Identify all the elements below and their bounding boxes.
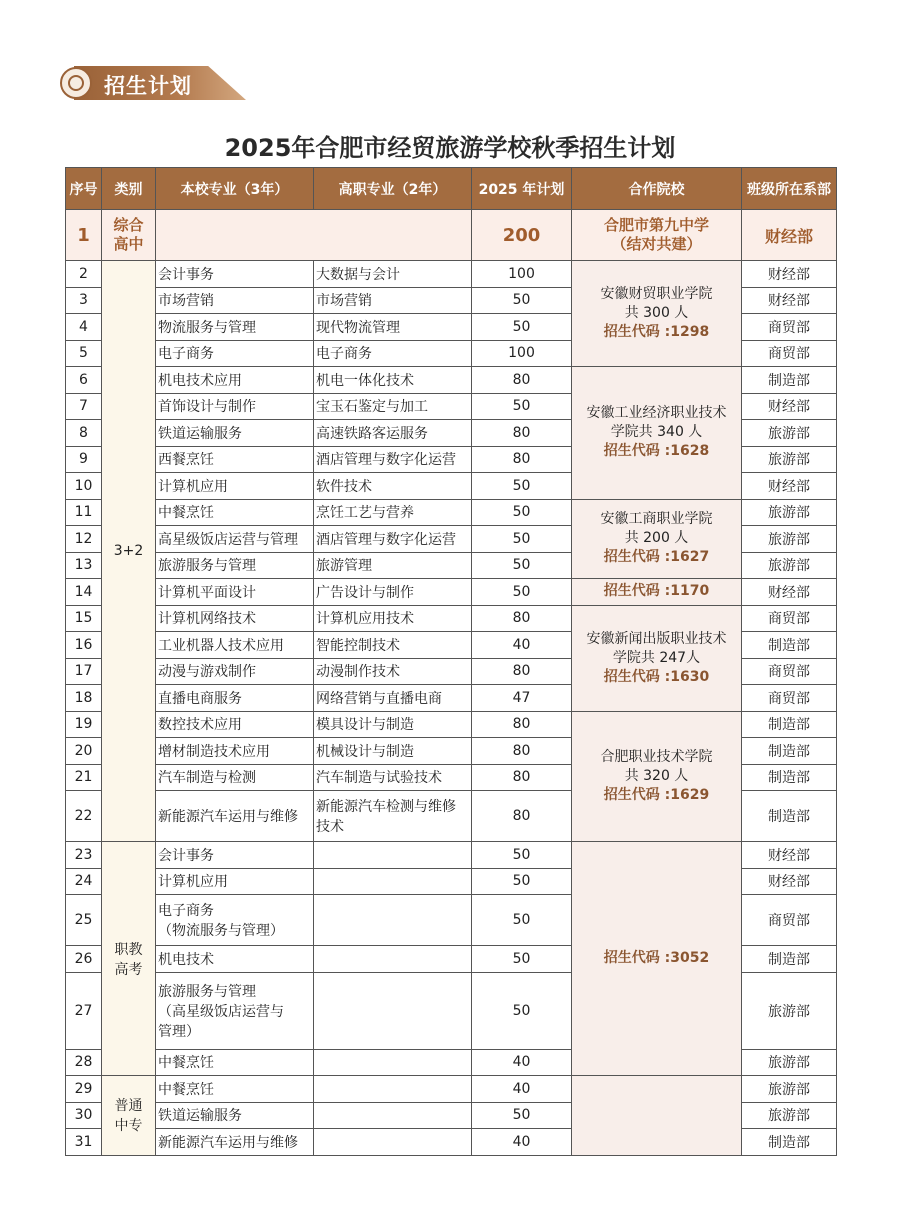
row-no: 12 <box>66 526 102 553</box>
hv-major: 市场营销 <box>314 287 472 314</box>
hv-major: 酒店管理与数字化运营 <box>314 446 472 473</box>
dept-cell: 旅游部 <box>742 446 837 473</box>
local-major: 铁道运输服务 <box>156 1102 314 1129</box>
dept-cell: 旅游部 <box>742 420 837 447</box>
row-no: 1 <box>66 210 102 261</box>
partner-cell: 安徽工业经济职业技术 学院共 340 人 招生代码 :1628 <box>572 367 742 500</box>
local-major: 旅游服务与管理 （高星级饭店运营与 管理） <box>156 972 314 1049</box>
local-major: 西餐烹饪 <box>156 446 314 473</box>
dept-cell: 财经部 <box>742 261 837 288</box>
row-no: 2 <box>66 261 102 288</box>
row-no: 23 <box>66 842 102 869</box>
hv-major: 动漫制作技术 <box>314 658 472 685</box>
hv-major: 机电一体化技术 <box>314 367 472 394</box>
dept-cell: 旅游部 <box>742 1102 837 1129</box>
dept-cell: 制造部 <box>742 791 837 842</box>
local-major: 计算机应用 <box>156 868 314 895</box>
local-major: 汽车制造与检测 <box>156 764 314 791</box>
row-no: 14 <box>66 579 102 606</box>
plan-cell: 80 <box>472 420 572 447</box>
hv-major: 旅游管理 <box>314 552 472 579</box>
hv-major: 广告设计与制作 <box>314 579 472 606</box>
partner-cell: 安徽新闻出版职业技术 学院共 247人 招生代码 :1630 <box>572 605 742 711</box>
dept-cell: 财经部 <box>742 393 837 420</box>
hv-major: 网络营销与直播电商 <box>314 685 472 712</box>
dept-cell: 商贸部 <box>742 685 837 712</box>
plan-cell: 100 <box>472 340 572 367</box>
hv-major: 现代物流管理 <box>314 314 472 341</box>
dept-cell: 商贸部 <box>742 314 837 341</box>
plan-cell: 200 <box>472 210 572 261</box>
row-no: 8 <box>66 420 102 447</box>
row-no: 13 <box>66 552 102 579</box>
plan-cell: 50 <box>472 868 572 895</box>
plan-cell: 80 <box>472 446 572 473</box>
dept-cell: 旅游部 <box>742 499 837 526</box>
category-cell: 普通 中专 <box>102 1076 156 1156</box>
plan-cell: 50 <box>472 946 572 973</box>
local-major: 铁道运输服务 <box>156 420 314 447</box>
local-major: 市场营销 <box>156 287 314 314</box>
dept-cell: 旅游部 <box>742 552 837 579</box>
local-major: 旅游服务与管理 <box>156 552 314 579</box>
row-no: 24 <box>66 868 102 895</box>
local-major: 中餐烹饪 <box>156 499 314 526</box>
plan-cell: 50 <box>472 526 572 553</box>
plan-cell: 80 <box>472 764 572 791</box>
local-major: 工业机器人技术应用 <box>156 632 314 659</box>
school-emblem-icon <box>60 67 92 99</box>
table-row <box>66 499 837 526</box>
category-cell: 综合 高中 <box>102 210 156 261</box>
plan-cell: 47 <box>472 685 572 712</box>
dept-cell: 制造部 <box>742 1129 837 1156</box>
plan-cell: 50 <box>472 552 572 579</box>
hv-major: 软件技术 <box>314 473 472 500</box>
table-row <box>66 210 837 261</box>
plan-cell: 50 <box>472 499 572 526</box>
hv-major: 智能控制技术 <box>314 632 472 659</box>
hv-major: 大数据与会计 <box>314 261 472 288</box>
plan-cell: 40 <box>472 1076 572 1103</box>
partner-cell <box>572 1076 742 1156</box>
dept-cell: 财经部 <box>742 287 837 314</box>
header-local-major: 本校专业（3年） <box>156 168 314 210</box>
plan-cell: 50 <box>472 579 572 606</box>
dept-cell: 旅游部 <box>742 1076 837 1103</box>
local-major: 动漫与游戏制作 <box>156 658 314 685</box>
hv-major: 烹饪工艺与营养 <box>314 499 472 526</box>
table-row <box>66 711 837 738</box>
hv-major <box>314 1129 472 1156</box>
row-no: 30 <box>66 1102 102 1129</box>
plan-cell: 50 <box>472 314 572 341</box>
table-row <box>66 367 837 394</box>
partner-cell: 招生代码 :1170 <box>572 579 742 606</box>
dept-cell: 财经部 <box>742 473 837 500</box>
row-no: 11 <box>66 499 102 526</box>
local-major: 机电技术 <box>156 946 314 973</box>
row-no: 7 <box>66 393 102 420</box>
local-major: 计算机应用 <box>156 473 314 500</box>
dept-cell: 制造部 <box>742 632 837 659</box>
plan-cell: 100 <box>472 261 572 288</box>
hv-major: 电子商务 <box>314 340 472 367</box>
row-no: 5 <box>66 340 102 367</box>
section-tab <box>58 66 268 100</box>
row-no: 6 <box>66 367 102 394</box>
plan-cell: 40 <box>472 632 572 659</box>
table-row <box>66 1076 837 1103</box>
header-hv-major: 高职专业（2年） <box>314 168 472 210</box>
hv-major <box>314 842 472 869</box>
row-no: 18 <box>66 685 102 712</box>
row-no: 15 <box>66 605 102 632</box>
row-no: 9 <box>66 446 102 473</box>
plan-cell: 50 <box>472 1102 572 1129</box>
hv-major: 高速铁路客运服务 <box>314 420 472 447</box>
dept-cell: 制造部 <box>742 738 837 765</box>
local-major: 增材制造技术应用 <box>156 738 314 765</box>
row-no: 31 <box>66 1129 102 1156</box>
local-major: 计算机网络技术 <box>156 605 314 632</box>
plan-cell: 50 <box>472 972 572 1049</box>
local-major: 物流服务与管理 <box>156 314 314 341</box>
plan-cell: 80 <box>472 605 572 632</box>
local-major: 会计事务 <box>156 842 314 869</box>
row-no: 28 <box>66 1049 102 1076</box>
row-no: 21 <box>66 764 102 791</box>
local-major: 直播电商服务 <box>156 685 314 712</box>
table-row <box>66 579 837 606</box>
plan-cell: 50 <box>472 473 572 500</box>
plan-cell: 80 <box>472 791 572 842</box>
plan-cell: 40 <box>472 1129 572 1156</box>
row-no: 3 <box>66 287 102 314</box>
dept-cell: 旅游部 <box>742 1049 837 1076</box>
local-major: 新能源汽车运用与维修 <box>156 1129 314 1156</box>
hv-major <box>314 1076 472 1103</box>
plan-cell: 80 <box>472 367 572 394</box>
local-major: 计算机平面设计 <box>156 579 314 606</box>
page-title: 2025年合肥市经贸旅游学校秋季招生计划 <box>224 134 676 162</box>
row-no: 29 <box>66 1076 102 1103</box>
local-major: 电子商务 <box>156 340 314 367</box>
header-category: 类别 <box>102 168 156 210</box>
row-no: 10 <box>66 473 102 500</box>
hv-major <box>314 1102 472 1129</box>
row-no: 25 <box>66 895 102 946</box>
plan-cell: 50 <box>472 287 572 314</box>
header-partner: 合作院校 <box>572 168 742 210</box>
dept-cell: 财经部 <box>742 579 837 606</box>
dept-cell: 制造部 <box>742 764 837 791</box>
hv-major: 计算机应用技术 <box>314 605 472 632</box>
category-cell: 3+2 <box>102 261 156 842</box>
header-dept: 班级所在系部 <box>742 168 837 210</box>
row-no: 26 <box>66 946 102 973</box>
hv-major <box>314 895 472 946</box>
table-row <box>66 261 837 288</box>
header-plan: 2025 年计划 <box>472 168 572 210</box>
category-cell: 职教 高考 <box>102 842 156 1076</box>
partner-cell: 安徽财贸职业学院 共 300 人 招生代码 :1298 <box>572 261 742 367</box>
section-label: 招生计划 <box>104 74 192 98</box>
hv-major: 新能源汽车检测与维修 技术 <box>314 791 472 842</box>
local-major: 中餐烹饪 <box>156 1049 314 1076</box>
dept-cell: 制造部 <box>742 367 837 394</box>
plan-cell: 50 <box>472 895 572 946</box>
dept-cell: 财经部 <box>742 210 837 261</box>
partner-cell: 安徽工商职业学院 共 200 人 招生代码 :1627 <box>572 499 742 579</box>
hv-major: 机械设计与制造 <box>314 738 472 765</box>
plan-cell: 80 <box>472 658 572 685</box>
plan-cell: 40 <box>472 1049 572 1076</box>
plan-cell: 80 <box>472 738 572 765</box>
table-row <box>66 842 837 869</box>
hv-major: 酒店管理与数字化运营 <box>314 526 472 553</box>
hv-major: 汽车制造与试验技术 <box>314 764 472 791</box>
table-header-row <box>66 168 837 210</box>
dept-cell: 财经部 <box>742 868 837 895</box>
local-major: 数控技术应用 <box>156 711 314 738</box>
local-major: 机电技术应用 <box>156 367 314 394</box>
hv-major <box>314 972 472 1049</box>
dept-cell: 旅游部 <box>742 972 837 1049</box>
row-no: 4 <box>66 314 102 341</box>
partner-cell: 招生代码 :3052 <box>572 842 742 1076</box>
hv-major: 宝玉石鉴定与加工 <box>314 393 472 420</box>
row-no: 20 <box>66 738 102 765</box>
local-major: 中餐烹饪 <box>156 1076 314 1103</box>
row-no: 17 <box>66 658 102 685</box>
dept-cell: 制造部 <box>742 946 837 973</box>
hv-major <box>314 946 472 973</box>
enrollment-plan-table <box>65 167 837 1156</box>
major-cell-empty <box>156 210 472 261</box>
hv-major <box>314 1049 472 1076</box>
plan-cell: 80 <box>472 711 572 738</box>
local-major: 会计事务 <box>156 261 314 288</box>
header-no: 序号 <box>66 168 102 210</box>
local-major: 首饰设计与制作 <box>156 393 314 420</box>
hv-major: 模具设计与制造 <box>314 711 472 738</box>
plan-cell: 50 <box>472 842 572 869</box>
dept-cell: 商贸部 <box>742 895 837 946</box>
plan-cell: 50 <box>472 393 572 420</box>
row-no: 19 <box>66 711 102 738</box>
local-major: 新能源汽车运用与维修 <box>156 791 314 842</box>
dept-cell: 商贸部 <box>742 658 837 685</box>
hv-major <box>314 868 472 895</box>
partner-cell: 合肥职业技术学院 共 320 人 招生代码 :1629 <box>572 711 742 842</box>
local-major: 高星级饭店运营与管理 <box>156 526 314 553</box>
dept-cell: 旅游部 <box>742 526 837 553</box>
dept-cell: 财经部 <box>742 842 837 869</box>
partner-cell: 合肥市第九中学 （结对共建） <box>572 210 742 261</box>
row-no: 16 <box>66 632 102 659</box>
row-no: 27 <box>66 972 102 1049</box>
dept-cell: 商贸部 <box>742 340 837 367</box>
dept-cell: 制造部 <box>742 711 837 738</box>
dept-cell: 商贸部 <box>742 605 837 632</box>
row-no: 22 <box>66 791 102 842</box>
table-row <box>66 605 837 632</box>
local-major: 电子商务 （物流服务与管理） <box>156 895 314 946</box>
